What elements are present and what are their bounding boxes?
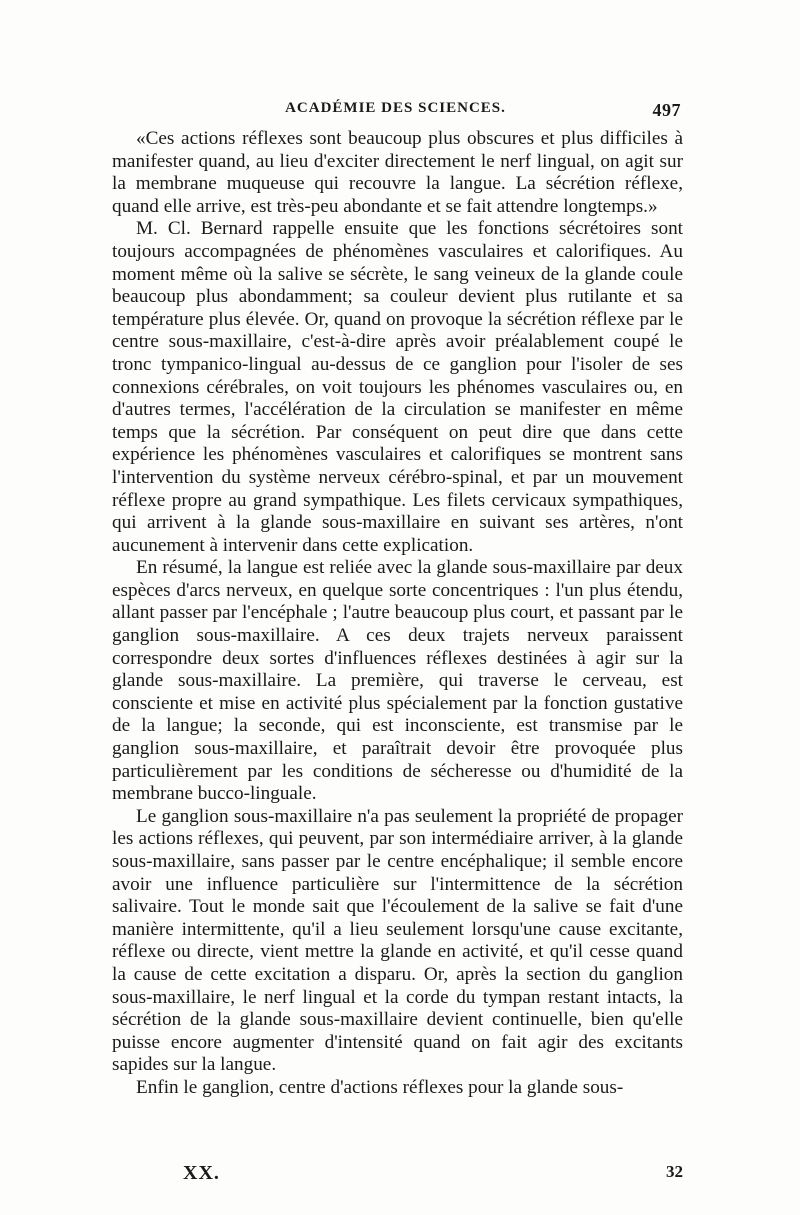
page-number: 497 xyxy=(652,100,681,120)
gathering-number: 32 xyxy=(666,1162,683,1181)
running-header xyxy=(108,100,683,124)
body-text xyxy=(112,128,683,1100)
paragraph: «Ces actions réflexes sont beaucoup plus obscures et plus difficiles à manifester quand, au lieu d'exciter directement le nerf lingual, on agit sur la membrane muqueuse qui recouvre la langue. La sécrétion réflexe, quand elle arrive, est très-peu abondante et se fait attendre longtemps.» xyxy=(112,128,683,217)
paragraph: Le ganglion sous-maxillaire n'a pas seulement la propriété de propager les actions réflexes, qui peuvent, par son intermédiaire arriver, à la glande sous-maxillaire, sans passer par le centre encéphalique; il semble encore avoir une influence particulière sur l'intermittence de la sécrétion salivaire. Tout le monde sait que l'écoulement de la salive se fait d'une manière intermittente, qu'il a lieu seulement lorsqu'une cause excitante, réflexe ou directe, vient mettre la glande en activité, et qu'il cesse quand la cause de cette excitation a disparu. Or, après la section du ganglion sous-maxillaire, le nerf lingual et la corde du tympan restant intacts, la sécrétion de la glande sous-maxillaire devient continuelle, bien qu'elle puisse encore augmenter d'intensité quand on fait agir des excitants sapides sur la langue. xyxy=(112,805,683,1076)
signature-mark: XX. xyxy=(183,1162,220,1184)
paragraph: Enfin le ganglion, centre d'actions réflexes pour la glande sous- xyxy=(136,1076,624,1098)
page-footer xyxy=(183,1162,683,1186)
paragraph: M. Cl. Bernard rappelle ensuite que les fonctions sécrétoires sont toujours accompagnées de phénomènes vasculaires et calorifiques. Au moment même où la salive se sécrète, le sang veineux de la glande coule beaucoup plus abondamment; sa couleur devient plus rutilante et sa température plus élevée. Or, quand on provoque la sécrétion réflexe par le centre sous-maxillaire, c'est-à-dire après avoir préalablement coupé le tronc tympanico-lingual au-dessus de ce ganglion pour l'isoler de ses connexions cérébrales, on voit toujours les phénomes vasculaires ou, en d'autres termes, l'accélération de la circulation se manifester en même temps que la sécrétion. Par conséquent on peut dire que dans cette expérience les phénomènes vasculaires et calorifiques se montrent sans l'intervention du système nerveux cérébro-spinal, et par un mouvement réflexe propre au grand sympathique. Les filets cervicaux sympathiques, qui arrivent à la glande sous-maxillaire en suivant ses artères, n'ont aucunement à intervenir dans cette explication. xyxy=(112,218,683,556)
running-title: ACADÉMIE DES SCIENCES. xyxy=(285,100,506,116)
paragraph: En résumé, la langue est reliée avec la glande sous-maxillaire par deux espèces d'arcs nerveux, en quelque sorte concentriques : l'un plus étendu, allant passer par l'encéphale ; l'autre beaucoup plus court, et passant par le ganglion sous-maxillaire. A ces deux trajets nerveux paraissent correspondre deux sortes d'influences réflexes destinées à agir sur la glande sous-maxillaire. La première, qui traverse le cerveau, est consciente et mise en activité plus spécialement par la fonction gustative de la langue; la seconde, qui est inconsciente, est transmise par le ganglion sous-maxillaire, et paraîtrait devoir être provoquée plus particulièrement par les conditions de sécheresse ou d'humidité de la membrane bucco-linguale. xyxy=(112,557,683,805)
